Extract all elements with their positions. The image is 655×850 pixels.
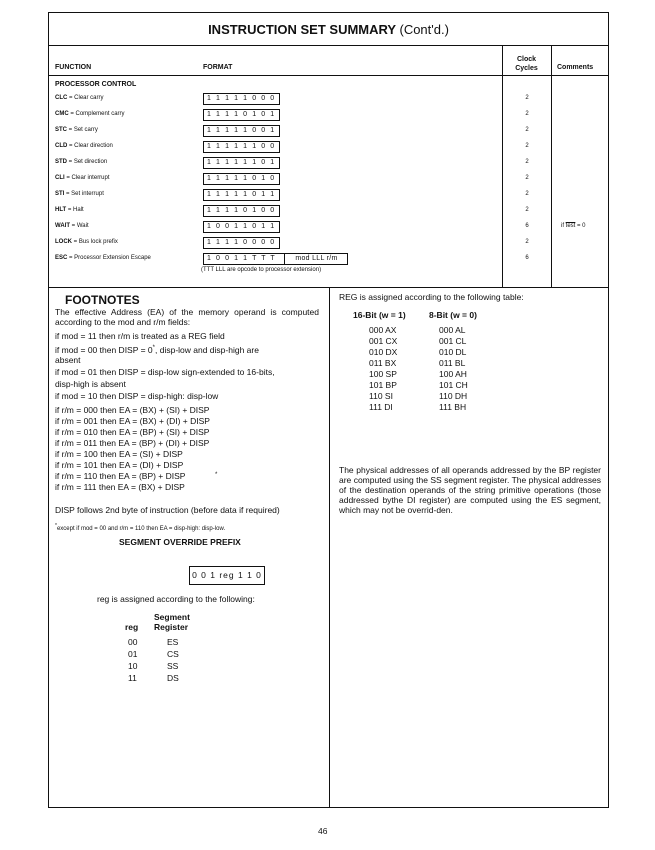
instruction-row	[49, 219, 608, 235]
mod-00-absent: absent	[55, 355, 81, 365]
reg-head-8bit: 8-Bit (w = 0)	[429, 310, 477, 320]
opcode-box	[203, 253, 348, 265]
reg-8bit: 000 AL	[439, 325, 466, 335]
reg-16bit: 101 BP	[369, 380, 397, 390]
mnemonic: CLD	[55, 143, 68, 149]
page-title	[49, 13, 608, 46]
reg-8bit: 101 CH	[439, 380, 468, 390]
mnemonic: CMC	[55, 111, 69, 117]
mnemonic: HLT	[55, 207, 67, 213]
instruction-row	[49, 91, 608, 107]
mod-00-star: *	[152, 345, 155, 351]
segment-col-register: Register	[154, 622, 189, 632]
function-desc: = Set carry	[67, 127, 98, 133]
comment-text: if	[561, 223, 566, 229]
instruction-row	[49, 235, 608, 251]
reg-8bit: 011 BL	[439, 358, 466, 368]
opcode-modrm: mod LLL r/m	[284, 254, 348, 264]
clock-cycles: 2	[525, 239, 529, 245]
section-processor-control: PROCESSOR CONTROL	[55, 81, 137, 88]
header-cycles: Cycles	[515, 65, 538, 72]
instruction-row	[49, 203, 608, 219]
clock-cycles: 2	[525, 159, 529, 165]
instruction-row	[49, 171, 608, 187]
segment-override-box: 0 0 1 reg 1 1 0	[189, 566, 265, 585]
segment-col-head: Segment	[154, 612, 190, 622]
opcode-box: 1 1 1 1 1 0 1 0	[203, 173, 280, 185]
function-desc: = Complement carry	[68, 111, 125, 117]
reg-head-16bit: 16-Bit (w = 1)	[353, 310, 406, 320]
mod-00-text-end: , disp-low and disp-high are	[155, 344, 259, 355]
opcode-box: 1 1 1 1 0 1 0 0	[203, 205, 280, 217]
clock-cycles: 2	[525, 207, 529, 213]
function-desc: = Processor Extension Escape	[67, 255, 151, 261]
segment-register: ES	[167, 637, 179, 647]
rm-rule: if r/m = 010 then EA = (BP) + (SI) + DISP	[55, 427, 210, 437]
instruction-row	[49, 139, 608, 155]
clock-cycles: 2	[525, 191, 529, 197]
rm-rule: if r/m = 011 then EA = (BP) + (DI) + DISP	[55, 438, 210, 448]
opcode-box: 1 1 1 1 1 1 0 0	[203, 141, 280, 153]
segment-assigned-text: reg is assigned according to the following:	[97, 594, 255, 604]
rm-rule: if r/m = 110 then EA = (BP) + DISP	[55, 471, 186, 481]
reg-16bit: 001 CX	[369, 336, 398, 346]
mod-00-text: if mod = 00 then DISP = 0	[55, 344, 153, 355]
opcode-box: 1 1 1 1 0 0 0 0	[203, 237, 280, 249]
function-desc: = Halt	[66, 207, 84, 213]
function-desc: = Set interrupt	[64, 191, 104, 197]
page-number: 46	[318, 826, 328, 836]
mnemonic: WAIT	[55, 223, 70, 229]
footnote-divider	[329, 287, 330, 807]
function-cell	[55, 223, 89, 229]
except-text: except if mod = 00 and r/m = 110 then EA = disp-high: disp-low.	[56, 526, 226, 532]
except-note	[55, 521, 225, 534]
function-cell	[55, 143, 113, 149]
reg-8bit: 010 DL	[439, 347, 467, 357]
clock-cycles: 6	[525, 223, 529, 229]
disp-follows: DISP follows 2nd byte of instruction (before data if required)	[55, 505, 280, 515]
comment-cell	[561, 223, 586, 229]
function-cell	[55, 239, 118, 245]
opcode-box: 1 1 1 1 1 0 0 0	[203, 93, 280, 105]
header-clock: Clock	[516, 56, 537, 63]
opcode-bits: 1 0 0 1 1 T T T	[207, 255, 277, 262]
opcode-box: 1 1 1 1 0 1 0 1	[203, 109, 280, 121]
mnemonic: ESC	[55, 255, 68, 261]
header-clock-cycles	[502, 55, 551, 73]
function-cell	[55, 191, 104, 197]
reg-assigned-text: REG is assigned according to the following table:	[339, 292, 524, 302]
mod-01-rule: if mod = 01 then DISP = disp-low sign-extended to 16-bits,	[55, 367, 275, 377]
rm-rule: if r/m = 111 then EA = (BX) + DISP	[55, 482, 185, 492]
footnotes-intro: The effective Address (EA) of the memory operand is computed according to the mod and r/m fields:	[55, 307, 319, 327]
function-cell	[55, 95, 104, 101]
mod-01-rule-cont: disp-high is absent	[55, 379, 126, 389]
function-desc: = Clear interrupt	[64, 175, 110, 181]
clock-cycles: 2	[525, 175, 529, 181]
instruction-row	[49, 123, 608, 139]
segment-reg-code: 00	[128, 637, 138, 647]
header-rule	[49, 75, 608, 76]
segment-reg-code: 10	[128, 661, 138, 671]
title-sub: (Cont'd.)	[399, 22, 449, 37]
opcode-box: 1 1 1 1 1 0 1 1	[203, 189, 280, 201]
rm-rule: if r/m = 001 then EA = (BX) + (DI) + DISP	[55, 416, 210, 426]
segment-register: SS	[167, 661, 179, 671]
reg-16bit: 100 SP	[369, 369, 397, 379]
segment-col-reg: reg	[125, 622, 139, 632]
function-cell	[55, 159, 107, 165]
reg-8bit: 001 CL	[439, 336, 467, 346]
mod-10-rule: if mod = 10 then DISP = disp-high: disp-low	[55, 391, 219, 401]
mnemonic: STD	[55, 159, 67, 165]
opcode-box: 1 1 1 1 1 1 0 1	[203, 157, 280, 169]
clock-cycles: 2	[525, 111, 529, 117]
function-cell	[55, 127, 98, 133]
reg-16bit: 000 AX	[369, 325, 397, 335]
physical-address-paragraph: The physical addresses of all operands addressed by the BP register are computed using the SS segment register. The physical addresses of the destination operands of the string primitive operations (those addressed bythe DI register) are computed using the ES segment, which may not be overrid-den.	[339, 465, 601, 515]
mnemonic: LOCK	[55, 239, 72, 245]
header-function: FUNCTION	[55, 64, 92, 71]
clock-cycles: 2	[525, 95, 529, 101]
clock-cycles: 2	[525, 127, 529, 133]
clock-cycles: 2	[525, 143, 529, 149]
rm-110-star: *	[215, 472, 218, 478]
opcode-box: 1 1 1 1 1 0 0 1	[203, 125, 280, 137]
mnemonic: CLC	[55, 95, 68, 101]
function-cell	[55, 207, 84, 213]
footnotes-heading: FOOTNOTES	[65, 293, 140, 307]
opcode-box: 1 0 0 1 1 0 1 1	[203, 221, 280, 233]
clock-cycles: 6	[525, 255, 529, 261]
function-desc: = Wait	[70, 223, 89, 229]
rm-rule: if r/m = 000 then EA = (BX) + (SI) + DISP	[55, 405, 210, 415]
function-cell	[55, 255, 151, 261]
esc-note: (TTT LLL are opcode to processor extension)	[201, 267, 322, 273]
segment-register: DS	[167, 673, 179, 683]
segment-reg-code: 01	[128, 649, 138, 659]
function-desc: = Set direction	[67, 159, 108, 165]
reg-8bit: 100 AH	[439, 369, 467, 379]
page-frame	[48, 12, 609, 808]
mnemonic: STC	[55, 127, 67, 133]
instruction-row	[49, 155, 608, 171]
title-main: INSTRUCTION SET SUMMARY	[208, 22, 396, 37]
reg-16bit: 110 SI	[369, 391, 393, 401]
comment-text-end: = 0	[575, 223, 586, 229]
instruction-row	[49, 107, 608, 123]
mnemonic: STI	[55, 191, 65, 197]
header-format: FORMAT	[203, 64, 233, 71]
except-star: *	[55, 523, 57, 529]
mnemonic: CLI	[55, 175, 65, 181]
function-cell	[55, 175, 110, 181]
function-desc: = Bus lock prefix	[72, 239, 118, 245]
reg-8bit: 110 DH	[439, 391, 468, 401]
segment-reg-code: 11	[128, 673, 137, 683]
instruction-row	[49, 251, 608, 267]
header-comments: Comments	[557, 64, 594, 71]
function-desc: = Clear carry	[67, 95, 104, 101]
segment-register: CS	[167, 649, 179, 659]
reg-16bit: 111 DI	[369, 402, 393, 412]
mod-11-rule: if mod = 11 then r/m is treated as a REG field	[55, 331, 225, 341]
rm-rule: if r/m = 101 then EA = (DI) + DISP	[55, 460, 184, 470]
mod-00-rule	[55, 343, 259, 355]
reg-16bit: 011 BX	[369, 358, 397, 368]
reg-8bit: 111 BH	[439, 402, 467, 412]
reg-16bit: 010 DX	[369, 347, 398, 357]
rm-rule: if r/m = 100 then EA = (SI) + DISP	[55, 449, 183, 459]
segment-override-title: SEGMENT OVERRIDE PREFIX	[119, 537, 241, 547]
comment-test: test	[565, 223, 576, 229]
function-cell	[55, 111, 125, 117]
instruction-row	[49, 187, 608, 203]
function-desc: = Clear direction	[67, 143, 113, 149]
